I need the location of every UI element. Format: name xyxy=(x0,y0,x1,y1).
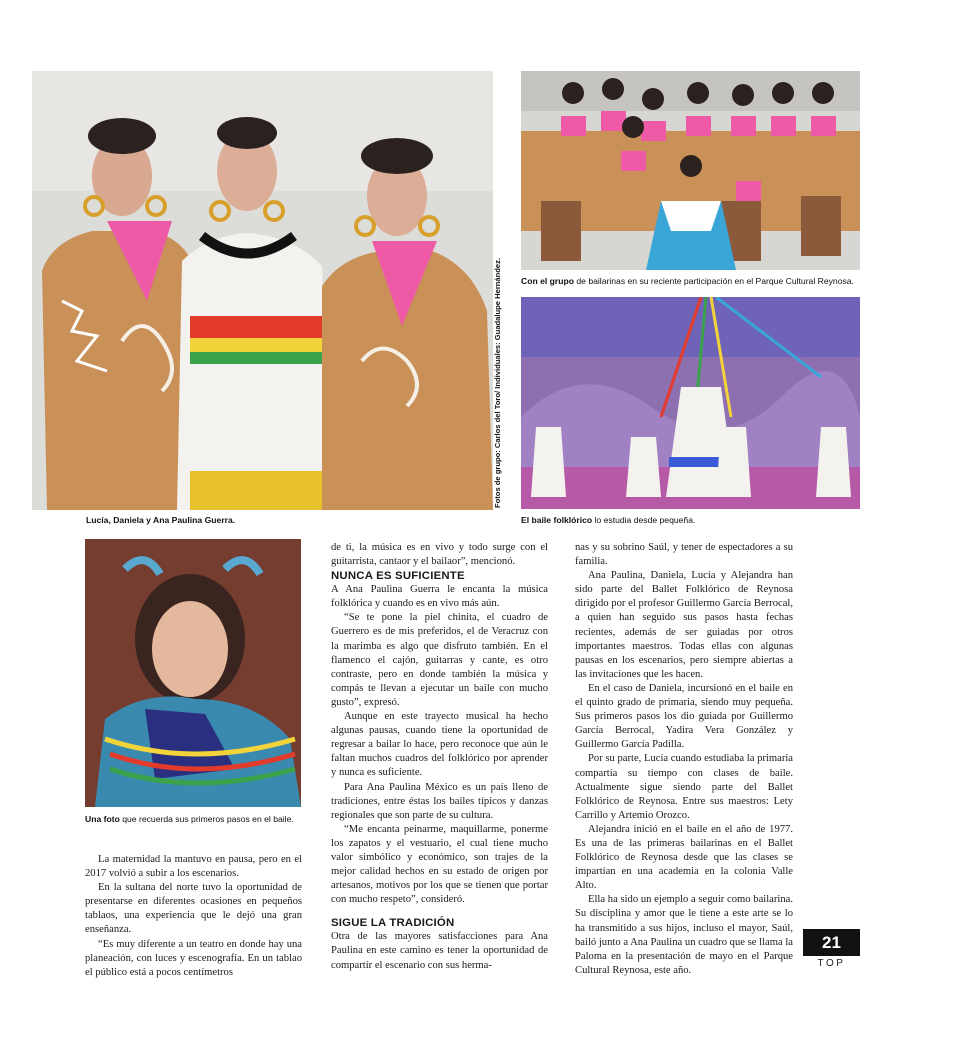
paragraph: Para Ana Paulina México es un país lleno de tradiciones, entre éstas los bailes típicos y danzas regionales que son parte de su cultura. xyxy=(331,781,548,821)
subheading: NUNCA ES SUFICIENTE xyxy=(331,570,465,583)
paragraph: Alejandra inició en el baile en el año de 1977. Es una de las primeras bailarinas en el Ballet Folklórico de Reynosa desde que las clases se impartían en una academia en la colonia Valle Alto. xyxy=(575,823,793,892)
paragraph: En el caso de Daniela, incursionó en el baile en el quinto grado de primaria, siendo muy pequeña. Sus primeros pasos los dio guiada por Guillermo García Berrocal, Yadira Vera González y Guillermo García Padilla. xyxy=(575,682,793,751)
stage-photo xyxy=(521,297,860,509)
article-column-2 xyxy=(331,541,548,973)
paragraph: “Se te pone la piel chinita, el cuadro de Guerrero es de mis preferidos, el de Veracruz con la marimba es algo que disfruto también. En el flamenco el cajón, guitarras y cante, es otro contraste, pero en donde también la música y compás te llevan a ejecutar un baile con mucho gusto”, expresó. xyxy=(331,612,548,708)
photo-credit: Fotos de grupo: Carlos del Toro/ Individuales: Guadalupe Hernández. xyxy=(493,257,502,508)
stage-photo-caption: El baile folklórico lo estudia desde pequeña. xyxy=(521,515,696,525)
main-photo-caption: Lucía, Daniela y Ana Paulina Guerra. xyxy=(86,515,236,525)
paragraph: La maternidad la mantuvo en pausa, pero en el 2017 volvió a subir a los escenarios. xyxy=(85,854,302,880)
group-photo-caption: Con el grupo de bailarinas en su reciente participación en el Parque Cultural Reynosa. xyxy=(521,276,854,286)
section-label: TOP xyxy=(817,958,846,969)
childhood-photo xyxy=(85,539,301,807)
paragraph: En la sultana del norte tuvo la oportunidad de presentarse en diferentes ocasiones en pequeños tablaos, una experiencia que le dejó una gran enseñanza. xyxy=(85,882,302,936)
article-column-3 xyxy=(575,541,793,978)
paragraph: Ana Paulina, Daniela, Lucía y Alejandra han sido parte del Ballet Folklórico de Reynosa dirigido por el profesor Guillermo García Berrocal, a quien han seguido sus pasos hasta fechas recientes, además de ser guiadas por otros importantes maestros. Todas ellas con algunas pausas en los escenarios, pero siempre abiertas a las invitaciones que les hacen. xyxy=(575,570,793,680)
page-number: 21 xyxy=(803,929,860,956)
paragraph: Aunque en este trayecto musical ha hecho algunas pausas, cuando tiene la oportunidad de regresar a bailar lo hace, pero reconoce que aún le faltan muchos cuadros del folklórico por aprender y nunca es suficiente. xyxy=(331,711,548,779)
paragraph: “Me encanta peinarme, maquillarme, ponerme los zapatos y el vestuario, el cual tiene mucho valor simbólico y económico, son trajes de la mejor calidad hechos en su estado de origen por artesanos, motivos por los que se tienen que portar con mucho respeto”, consideró. xyxy=(331,823,548,906)
childhood-photo-caption: Una foto que recuerda sus primeros pasos en el baile. xyxy=(85,814,294,824)
paragraph: “Es muy diferente a un teatro en donde hay una planeación, con luces y escenografía. En un tablao el público está a pocos centímetros xyxy=(85,938,302,978)
main-photo-sisters xyxy=(32,71,493,510)
article-column-1 xyxy=(85,853,302,980)
subheading: SIGUE LA TRADICIÓN xyxy=(331,917,455,930)
paragraph: Por su parte, Lucía cuando estudiaba la primaria compartía su tiempo con clases de baile. Actualmente sigue siendo parte del Ballet Folklórico de Reynosa. Entre sus maestros: Lety Carrillo y Artemio Orozco. xyxy=(575,753,793,821)
paragraph: Ella ha sido un ejemplo a seguir como bailarina. Su disciplina y amor que le tiene a este arte se lo ha transmitido a sus hijos, incluso el mayor, Saúl, bailó junto a Ana Paulina un cuadro que se llama la Paloma en la presentación de mayo en el Parque Cultural Reynosa, este año. xyxy=(575,894,793,976)
paragraph: A Ana Paulina Guerra le encanta la música folklórica y cuando es en vivo más aún. xyxy=(331,584,548,610)
paragraph: Otra de las mayores satisfacciones para Ana Paulina en este camino es tener la oportunidad de compartir el escenario con sus herma- xyxy=(331,931,548,971)
paragraph: nas y su sobrino Saúl, y tener de espectadores a su familia. xyxy=(575,542,793,568)
paragraph: de ti, la música es en vivo y todo surge con el guitarrista, cantaor y el bailaor”, mencionó. xyxy=(331,542,548,568)
group-photo xyxy=(521,71,860,270)
